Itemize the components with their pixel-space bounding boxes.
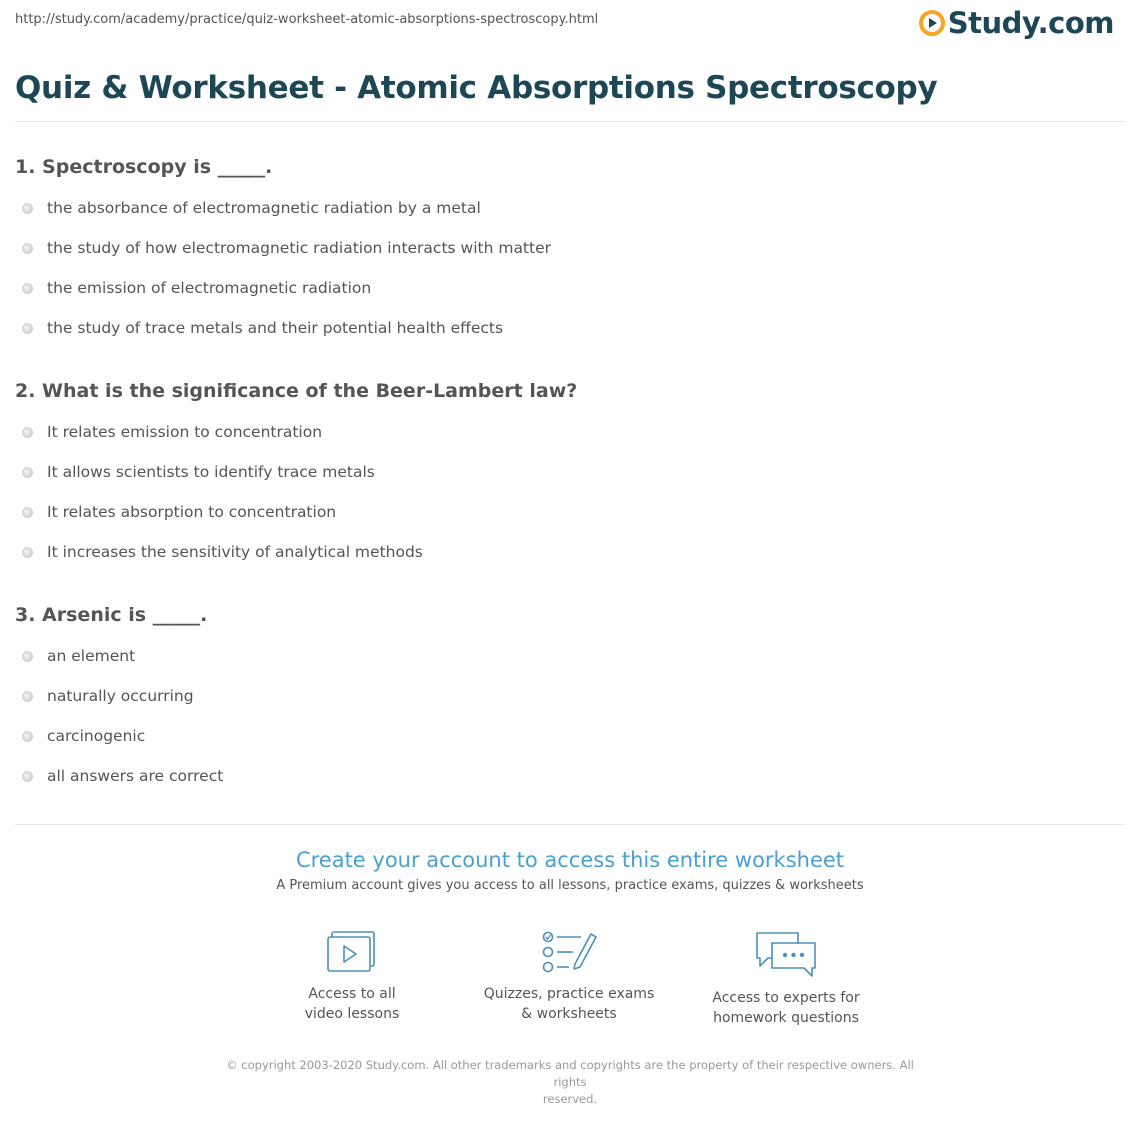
- feature-line: homework questions: [713, 1010, 859, 1026]
- answer-label: It increases the sensitivity of analytical methods: [47, 543, 423, 561]
- premium-description: A Premium account gives you access to all lessons, practice exams, quizzes & worksheets: [276, 878, 864, 893]
- answer-label: the study of trace metals and their potential health effects: [47, 319, 504, 337]
- answer-option[interactable]: [22, 279, 371, 297]
- answer-label: It relates emission to concentration: [47, 423, 323, 441]
- radio-button[interactable]: [22, 323, 33, 334]
- copyright-notice: [215, 1057, 925, 1108]
- radio-button[interactable]: [22, 507, 33, 518]
- feature-line: Access to experts for: [712, 990, 860, 1006]
- answer-option[interactable]: [22, 543, 423, 561]
- feature-video-lessons: [252, 930, 452, 1024]
- logo-text: Study.com: [947, 6, 1114, 40]
- page-title: Quiz & Worksheet - Atomic Absorptions Spectroscopy: [15, 70, 938, 106]
- copyright-line: reserved.: [542, 1092, 598, 1106]
- answer-label: the emission of electromagnetic radiation: [47, 279, 372, 297]
- answer-label: all answers are correct: [47, 767, 224, 785]
- answer-label: naturally occurring: [47, 687, 194, 705]
- feature-line: Quizzes, practice exams: [483, 986, 655, 1002]
- answer-label: carcinogenic: [47, 727, 146, 745]
- answer-option[interactable]: [22, 503, 336, 521]
- feature-quizzes: [469, 930, 669, 1024]
- radio-button[interactable]: [22, 203, 33, 214]
- answer-label: an element: [47, 647, 136, 665]
- answer-label: It relates absorption to concentration: [47, 503, 337, 521]
- play-logo-icon: [919, 10, 945, 36]
- feature-line: video lessons: [304, 1006, 400, 1022]
- question-3: 3. Arsenic is _____.: [15, 604, 208, 626]
- radio-button[interactable]: [22, 467, 33, 478]
- answer-option[interactable]: [22, 239, 551, 257]
- answer-label: It allows scientists to identify trace metals: [47, 463, 375, 481]
- divider: [15, 824, 1125, 825]
- radio-button[interactable]: [22, 731, 33, 742]
- feature-line: & worksheets: [521, 1006, 617, 1022]
- question-2: 2. What is the significance of the Beer-Lambert law?: [15, 380, 578, 402]
- answer-option[interactable]: [22, 767, 223, 785]
- answer-option[interactable]: [22, 647, 135, 665]
- radio-button[interactable]: [22, 691, 33, 702]
- answer-label: the study of how electromagnetic radiation interacts with matter: [47, 239, 551, 257]
- answer-option[interactable]: [22, 199, 481, 217]
- radio-button[interactable]: [22, 651, 33, 662]
- radio-button[interactable]: [22, 283, 33, 294]
- answer-option[interactable]: [22, 319, 503, 337]
- study-logo[interactable]: [919, 6, 1114, 40]
- answer-option[interactable]: [22, 423, 322, 441]
- answer-option[interactable]: [22, 463, 375, 481]
- radio-button[interactable]: [22, 771, 33, 782]
- create-account-link[interactable]: Create your account to access this entire worksheet: [295, 848, 845, 872]
- answer-option[interactable]: [22, 727, 145, 745]
- feature-experts: [686, 930, 886, 1028]
- radio-button[interactable]: [22, 427, 33, 438]
- copyright-line: © copyright 2003-2020 Study.com. All other trademarks and copyrights are the property of their respective owners. All rights: [226, 1058, 914, 1089]
- answer-option[interactable]: [22, 687, 194, 705]
- radio-button[interactable]: [22, 547, 33, 558]
- question-1: 1. Spectroscopy is _____.: [15, 156, 273, 178]
- radio-button[interactable]: [22, 243, 33, 254]
- divider: [15, 121, 1125, 122]
- page-url: http://study.com/academy/practice/quiz-worksheet-atomic-absorptions-spectroscopy.html: [15, 12, 599, 27]
- answer-label: the absorbance of electromagnetic radiation by a metal: [47, 199, 481, 217]
- chat-bubbles-icon: [754, 930, 818, 978]
- feature-line: Access to all: [308, 986, 396, 1002]
- video-lesson-icon: [326, 930, 378, 974]
- quiz-checklist-icon: [541, 930, 597, 974]
